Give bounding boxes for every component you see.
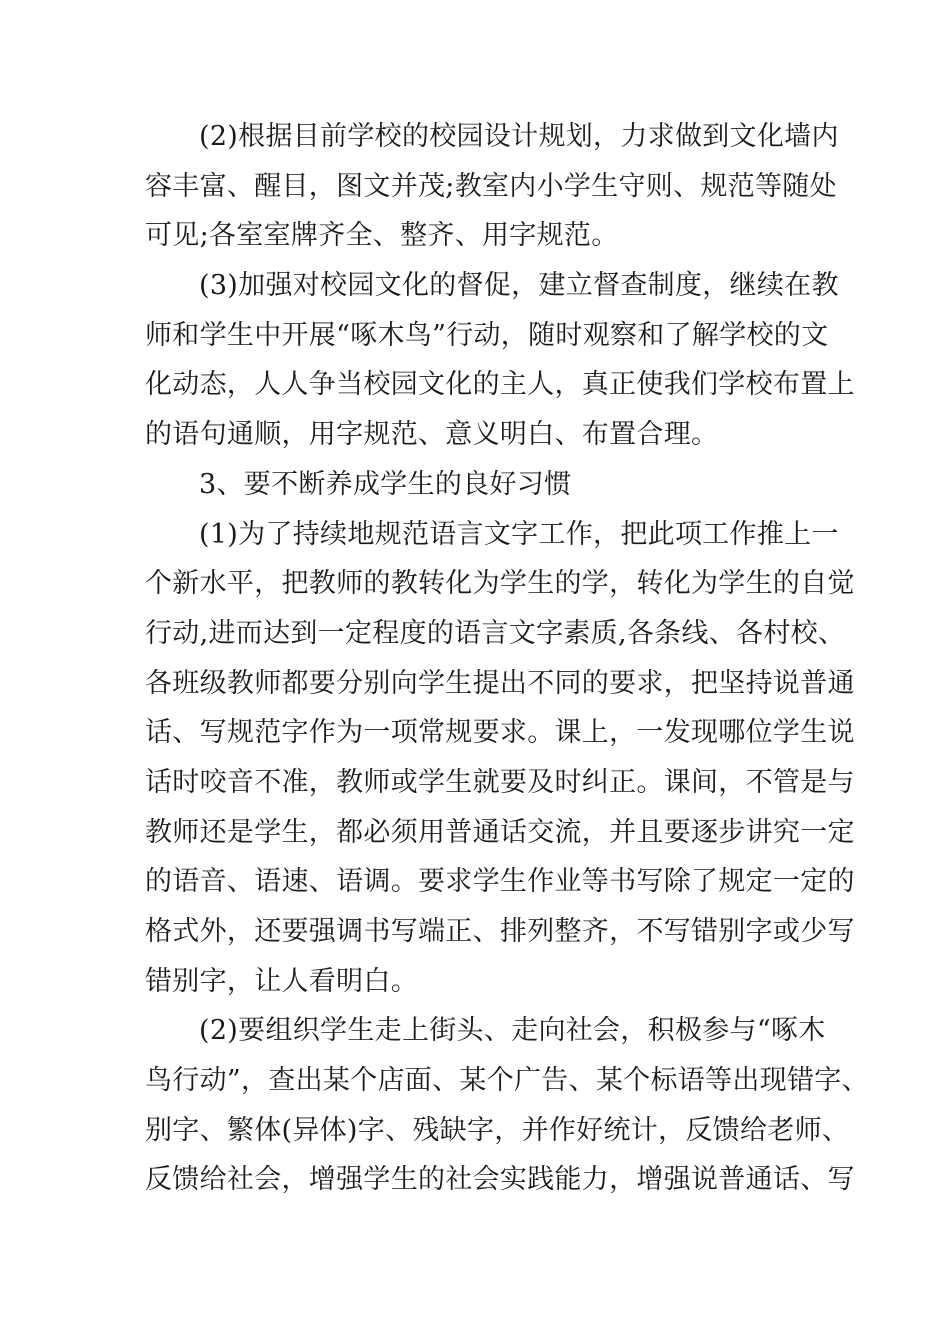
text-line: 话、写规范字作为一项常规要求。课上，一发现哪位学生说 [145, 717, 855, 749]
text-line: 行动,进而达到一定程度的语言文字素质,各条线、各村校、 [145, 617, 846, 649]
text-line: (3)加强对校园文化的督促，建立督查制度，继续在教 [199, 270, 839, 302]
text-line: 个新水平，把教师的教转化为学生的学，转化为学生的自觉 [145, 568, 855, 600]
text-line: 容丰富、醒目，图文并茂;教室内小学生守则、规范等随处 [145, 170, 837, 202]
text-line: 话时咬音不准，教师或学生就要及时纠正。课间，不管是与 [145, 766, 855, 798]
text-line: 的语音、语速、语调。要求学生作业等书写除了规定一定的 [145, 866, 855, 898]
text-line: 可见;各室室牌齐全、整齐、用字规范。 [145, 220, 619, 252]
body-text [145, 112, 869, 1205]
text-line: 格式外，还要强调书写端正、排列整齐，不写错别字或少写 [145, 916, 855, 947]
text-line: 错别字，让人看明白。 [145, 965, 418, 997]
text-line: (2)根据目前学校的校园设计规划，力求做到文化墙内 [199, 121, 839, 152]
text-line: 别字、繁体(异体)字、残缺字，并作好统计，反馈给老师、 [145, 1114, 850, 1146]
text-line: 的语句通顺，用字规范、意义明白、布置合理。 [145, 419, 719, 451]
text-line: 鸟行动”，查出某个店面、某个广告、某个标语等出现错字、 [145, 1065, 869, 1097]
text-line: 反馈给社会，增强学生的社会实践能力，增强说普通话、写 [145, 1164, 855, 1196]
text-line: (2)要组织学生走上街头、走向社会，积极参与“啄木 [199, 1015, 826, 1047]
text-line: 师和学生中开展“啄木鸟”行动，随时观察和了解学校的文 [145, 319, 829, 351]
text-line: (1)为了持续地规范语言文字工作，把此项工作推上一 [199, 518, 839, 550]
text-line: 教师还是学生，都必须用普通话交流，并且要逐步讲究一定 [145, 816, 855, 848]
text-line: 各班级教师都要分别向学生提出不同的要求，把坚持说普通 [145, 667, 855, 699]
text-line: 化动态，人人争当校园文化的主人，真正使我们学校布置上 [145, 369, 855, 401]
section-heading: 3、要不断养成学生的良好习惯 [199, 468, 572, 500]
